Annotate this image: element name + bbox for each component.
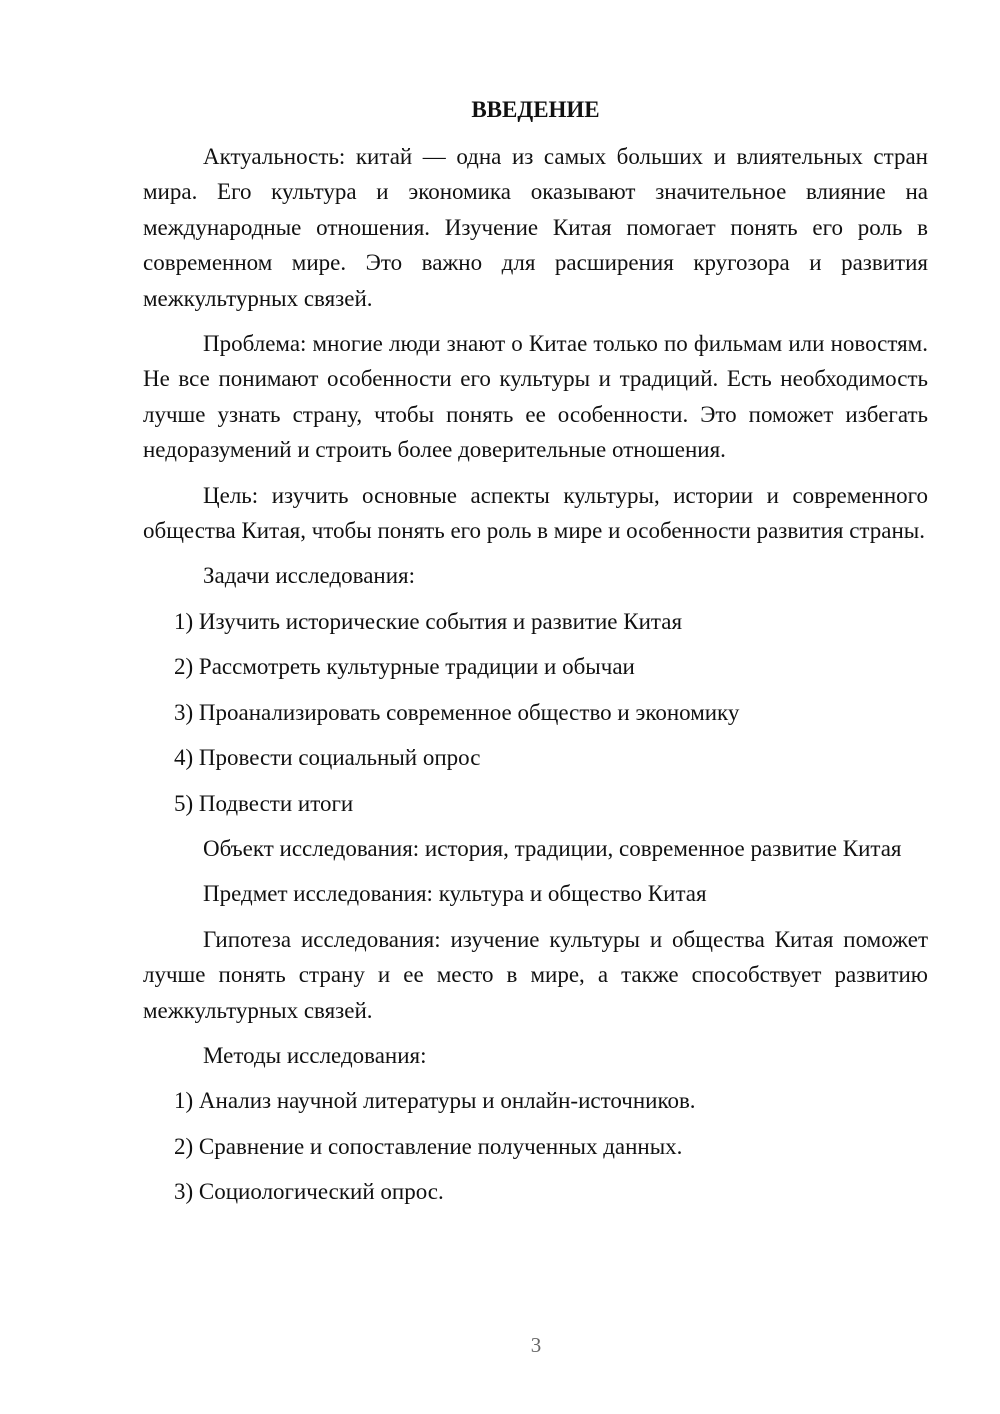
list-item: 4) Провести социальный опрос (174, 745, 481, 771)
relevance-paragraph: Актуальность: китай — одна из самых больших и влиятельных стран мира. Его культура и экономика оказывают значительное влияние на международные отношения. Изучение Китая помогает понять его роль в современном мире. Это важно для расширения кругозора и развития межкультурных связей. (143, 144, 928, 311)
list-item: 3) Социологический опрос. (174, 1179, 444, 1205)
tasks-list (143, 604, 928, 821)
list-item: 3) Проанализировать современное общество и экономику (174, 699, 740, 725)
methods-heading: Методы исследования: (203, 1042, 427, 1068)
tasks-heading: Задачи исследования: (203, 563, 416, 589)
page-number: 3 (530, 1333, 542, 1357)
page-title: ВВЕДЕНИЕ (471, 97, 600, 122)
hypothesis-paragraph: Гипотеза исследования: изучение культуры и общества Китая поможет лучше понять страну и ее место в мире, а также способствует развитию межкультурных связей. (143, 926, 928, 1023)
list-item: 1) Изучить исторические события и развитие Китая (174, 608, 683, 634)
problem-paragraph: Проблема: многие люди знают о Китае только по фильмам или новостям. Не все понимают особенности его культуры и традиций. Есть необходимость лучше узнать страну, чтобы понять ее особенности. Это поможет избегать недоразумений и строить более доверительные отношения. (143, 331, 928, 463)
methods-list (143, 1083, 928, 1209)
page-body (143, 95, 928, 1220)
goal-paragraph: Цель: изучить основные аспекты культуры, истории и современного общества Китая, чтобы понять его роль в мире и особенности развития страны. (143, 482, 928, 544)
list-item: 5) Подвести итоги (174, 790, 354, 816)
list-item: 1) Анализ научной литературы и онлайн-источников. (174, 1088, 696, 1114)
list-item: 2) Рассмотреть культурные традиции и обычаи (174, 654, 635, 680)
subject-paragraph: Предмет исследования: культура и общество Китая (203, 881, 707, 907)
list-item: 2) Сравнение и сопоставление полученных данных. (174, 1133, 683, 1159)
object-paragraph: Объект исследования: история, традиции, современное развитие Китая (203, 835, 902, 861)
